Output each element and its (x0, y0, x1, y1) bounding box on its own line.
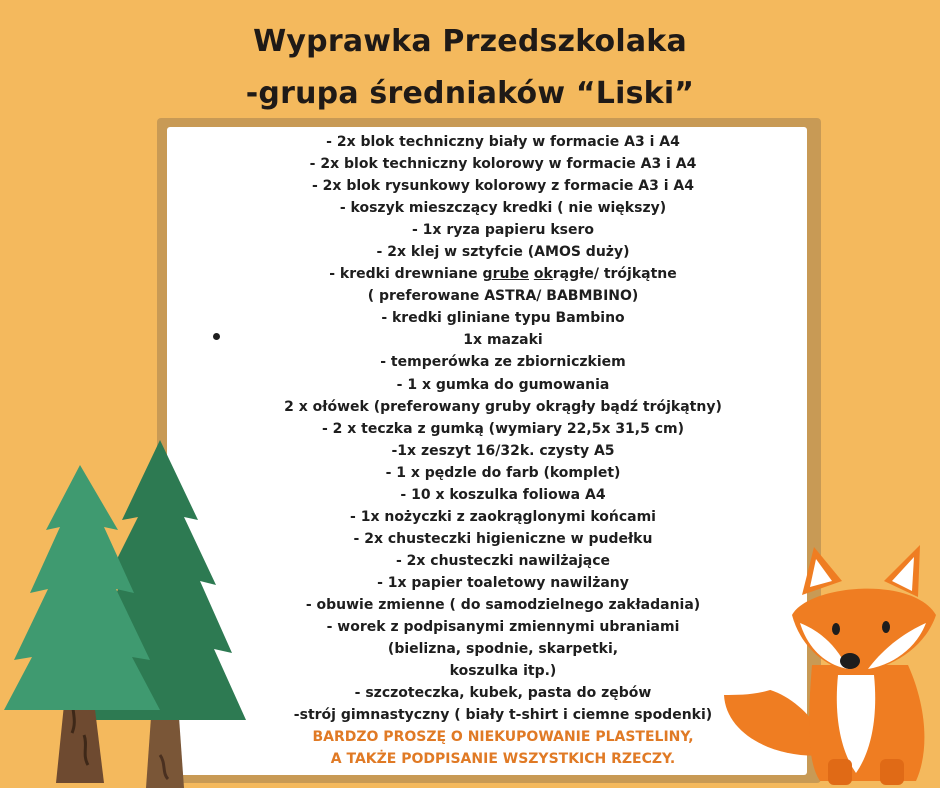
list-item (167, 263, 839, 285)
list-item: - 1 x pędzle do farb (komplet) (385, 464, 621, 481)
list-item: - 2x blok techniczny kolorowy w formacie A3 i A4 (309, 156, 697, 173)
list-item: - kredki gliniane typu Bambino (381, 310, 625, 327)
notice-line: A TAKŻE PODPISANIE WSZYSTKICH RZECZY. (330, 751, 676, 768)
list-item: - temperówka ze zbiorniczkiem (380, 354, 626, 371)
list-item: -1x zeszyt 16/32k. czysty A5 (391, 442, 615, 459)
list-item: - 1 x gumka do gumowania (396, 376, 610, 393)
list-item: - 2x blok techniczny biały w formacie A3 i A4 (326, 134, 680, 150)
poster-title-line-2: -grupa średniaków “Liski” (245, 76, 695, 111)
bullet-dot (213, 333, 220, 340)
list-item: - 1x nożyczki z zaokrąglonymi końcami (350, 508, 656, 525)
list-item: - worek z podpisanymi zmiennymi ubraniami (326, 619, 680, 636)
list-item: - 10 x koszulka foliowa A4 (400, 486, 606, 503)
list-item: - koszyk mieszczący kredki ( nie większy) (339, 200, 667, 217)
poster-title-line-1: Wyprawka Przedszkolaka (253, 24, 687, 59)
list-item: - szczoteczka, kubek, pasta do zębów (354, 685, 652, 702)
list-item: ( preferowane ASTRA/ BABMBINO) (367, 288, 639, 305)
list-item-text: - kredki drewniane (329, 266, 483, 283)
list-item: - 2x chusteczki higieniczne w pudełku (353, 530, 653, 547)
list-item: - 2x chusteczki nawilżające (395, 552, 611, 569)
list-item: 2 x ołówek (preferowany gruby okrągły bądź trójkątny) (284, 398, 722, 415)
list-item: koszulka itp.) (449, 663, 557, 680)
list-item: - obuwie zmienne ( do samodzielnego zakładania) (305, 596, 701, 613)
list-item: - 2x blok rysunkowy kolorowy z formacie A3 i A4 (312, 178, 694, 195)
list-item: (bielizna, spodnie, skarpetki, (387, 641, 619, 658)
pine-trees-illustration (0, 435, 260, 788)
fox-nose (840, 653, 860, 669)
list-item: - 1x papier toaletowy nawilżany (377, 574, 629, 591)
underlined-word: grube (482, 266, 529, 283)
list-item: 1x mazaki (463, 332, 543, 349)
fox-illustration (716, 545, 940, 788)
list-item: - 1x ryza papieru ksero (411, 222, 595, 239)
notice-line: BARDZO PROSZĘ O NIEKUPOWANIE PLASTELINY, (312, 729, 694, 746)
underlined-word: ok (533, 266, 553, 283)
list-item-text: rągłe/ trójkątne (552, 266, 677, 283)
list-item: - 2x klej w sztyfcie (AMOS duży) (376, 244, 630, 261)
list-item: - 2 x teczka z gumką (wymiary 22,5x 31,5 cm) (321, 420, 685, 437)
list-item: -strój gimnastyczny ( biały t-shirt i ciemne spodenki) (293, 707, 713, 724)
